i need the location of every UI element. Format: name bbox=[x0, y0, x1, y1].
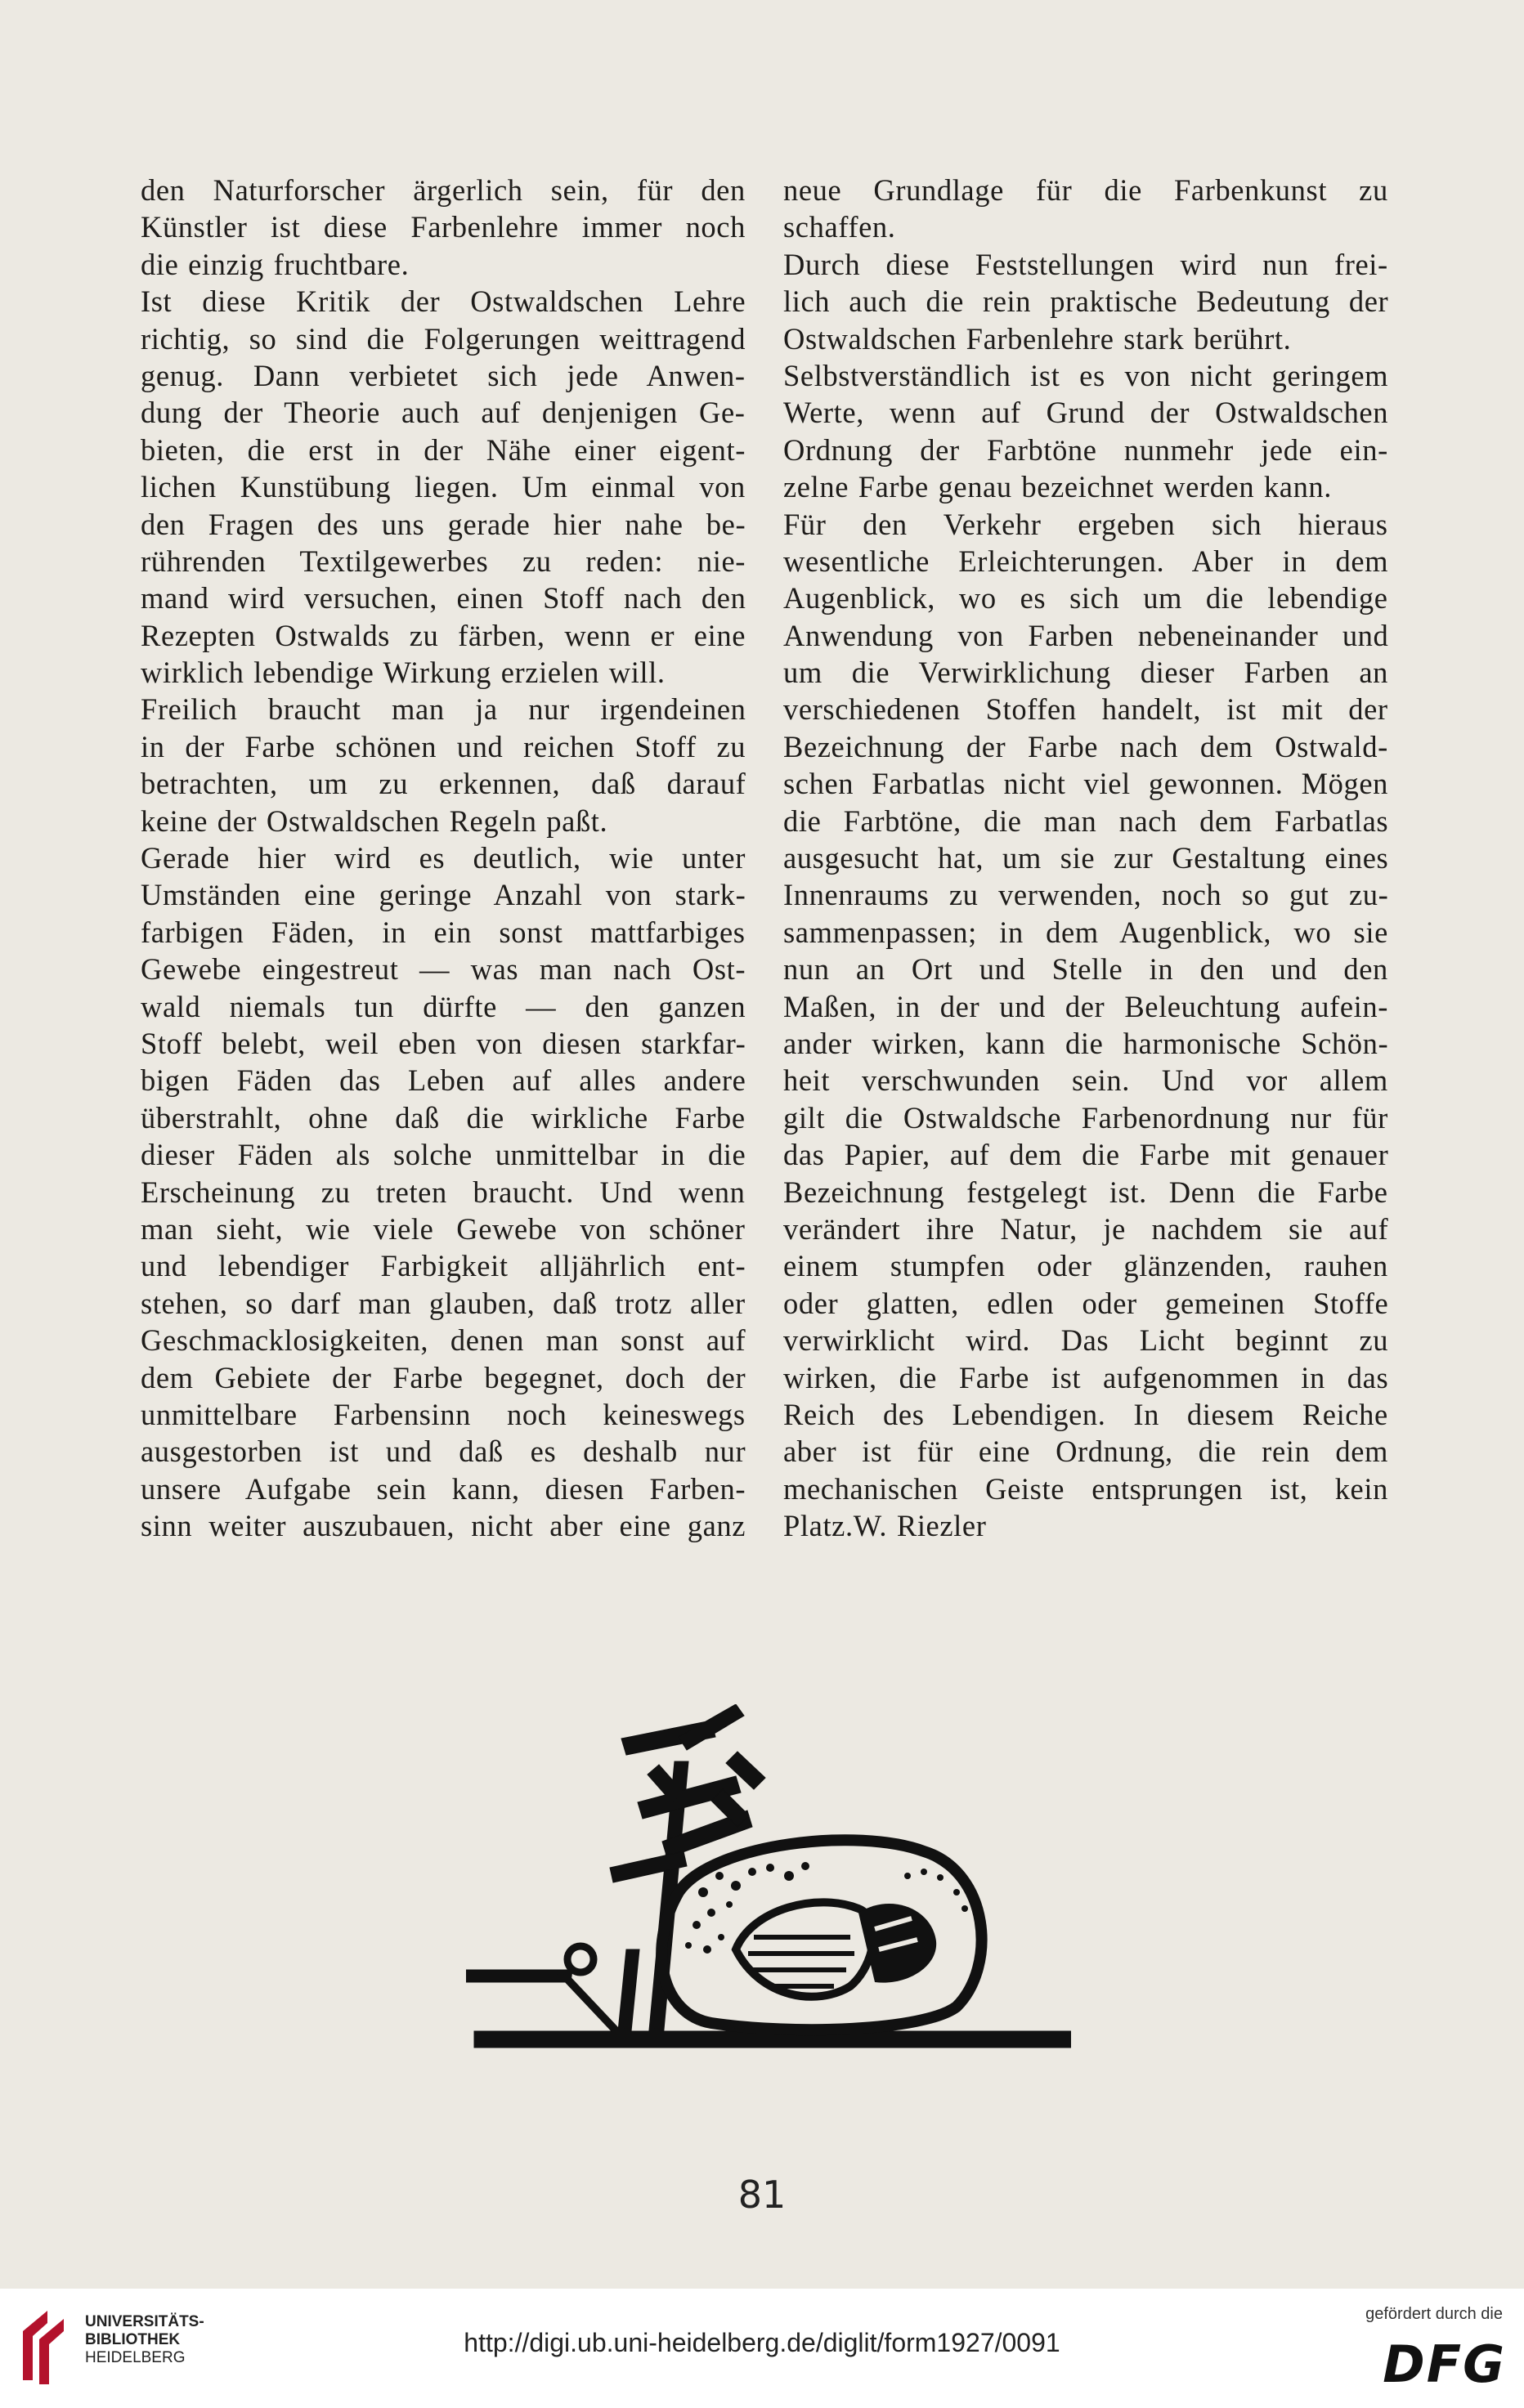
right-line: neue Grundlage für die Farbenkunst zu bbox=[783, 173, 1388, 207]
left-line: Künstler ist diese Farbenlehre immer noch bbox=[141, 210, 746, 244]
right-line: Innenraums zu verwenden, noch so gut zu- bbox=[783, 878, 1389, 912]
right-line: gilt die Ostwaldsche Farbenordnung nur für bbox=[783, 1100, 1388, 1135]
right-line: Selbstverständlich ist es von nicht geringem bbox=[783, 358, 1389, 392]
right-line: ander wirken, kann die harmonische Schön- bbox=[783, 1026, 1389, 1060]
right-line: zelne Farbe genau bezeichnet werden kann. bbox=[783, 470, 1332, 504]
library-line2: BIBLIOTHEK bbox=[85, 2331, 181, 2348]
left-line: in der Farbe schönen und reichen Stoff zu bbox=[141, 729, 746, 763]
right-line: Ordnung der Farbtöne nunmehr jede ein- bbox=[783, 432, 1388, 467]
left-line: Ist diese Kritik der Ostwaldschen Lehre bbox=[141, 284, 746, 319]
right-line: Augenblick, wo es sich um die lebendige bbox=[783, 581, 1388, 615]
funding-caption: gefördert durch die bbox=[1365, 2305, 1503, 2323]
author-name: W. Riezler bbox=[853, 1509, 987, 1543]
right-line: die Farbtöne, die man nach dem Farbatlas bbox=[783, 803, 1389, 838]
left-line: Stoff belebt, weil eben von diesen starkfar- bbox=[141, 1026, 746, 1060]
right-line: Werte, wenn auf Grund der Ostwaldschen bbox=[783, 396, 1389, 430]
left-line: stehen, so darf man glauben, daß trotz aller bbox=[141, 1286, 746, 1320]
left-line: man sieht, wie viele Gewebe von schöner bbox=[141, 1211, 746, 1246]
right-line: ausgesucht hat, um sie zur Gestaltung eines bbox=[783, 841, 1389, 875]
right-line: verwirklicht wird. Das Licht beginnt zu bbox=[783, 1323, 1389, 1358]
left-line: dem Gebiete der Farbe begegnet, doch der bbox=[141, 1360, 746, 1394]
left-line: Gewebe eingestreut — was man nach Ost- bbox=[141, 952, 746, 987]
left-line: richtig, so sind die Folgerungen weittragend bbox=[141, 321, 746, 356]
right-line: Durch diese Feststellungen wird nun frei- bbox=[783, 247, 1388, 281]
left-line: sinn weiter auszubauen, nicht aber eine ganz bbox=[141, 1509, 746, 1543]
left-line: Erscheinung zu treten braucht. Und wenn bbox=[141, 1175, 746, 1209]
right-line: lich auch die rein praktische Bedeutung der bbox=[783, 284, 1389, 319]
right-line: Bezeichnung festgelegt ist. Denn die Farbe bbox=[783, 1175, 1388, 1209]
left-line: unmittelbare Farbensinn noch keineswegs bbox=[141, 1397, 746, 1431]
footer bbox=[0, 2289, 1524, 2408]
right-line: mechanischen Geiste entsprungen ist, kein bbox=[783, 1471, 1388, 1506]
right-line: schen Farbatlas nicht viel gewonnen. Mögen bbox=[783, 767, 1388, 801]
left-line: überstrahlt, ohne daß die wirkliche Farbe bbox=[141, 1100, 746, 1135]
left-line: Freilich braucht man ja nur irgendeinen bbox=[141, 692, 746, 727]
right-column bbox=[783, 172, 1388, 1544]
right-line: nun an Ort und Stelle in den und den bbox=[783, 952, 1388, 987]
right-line: Ostwaldschen Farbenlehre stark berührt. bbox=[783, 321, 1292, 356]
left-line: Umständen eine geringe Anzahl von stark- bbox=[141, 878, 746, 912]
source-url-link[interactable]: http://digi.ub.uni-heidelberg.de/diglit/form1927/0091 bbox=[464, 2328, 1060, 2357]
right-line: Reich des Lebendigen. In diesem Reiche bbox=[783, 1397, 1388, 1431]
right-line: das Papier, auf dem die Farbe mit genauer bbox=[783, 1138, 1389, 1172]
left-line: wald niemals tun dürfte — den ganzen bbox=[141, 989, 746, 1023]
left-line: Geschmacklosigkeiten, denen man sonst auf bbox=[141, 1323, 746, 1358]
left-line: lichen Kunstübung liegen. Um einmal von bbox=[141, 470, 746, 504]
right-line: um die Verwirklichung dieser Farben an bbox=[783, 656, 1389, 690]
right-line: wirken, die Farbe ist aufgenommen in das bbox=[783, 1360, 1389, 1394]
left-line: die einzig fruchtbare. bbox=[141, 247, 410, 281]
left-line: bieten, die erst in der Nähe einer eigent- bbox=[141, 432, 746, 467]
woodcut-vignette-icon bbox=[466, 1704, 1071, 2097]
left-line: betrachten, um zu erkennen, daß darauf bbox=[141, 767, 746, 801]
right-line: schaffen. bbox=[783, 210, 896, 244]
right-line: Für den Verkehr ergeben sich hieraus bbox=[783, 507, 1388, 541]
page-number: 81 bbox=[737, 2173, 787, 2217]
library-line3: HEIDELBERG bbox=[85, 2349, 186, 2366]
left-line: wirklich lebendige Wirkung erzielen will. bbox=[141, 656, 666, 690]
closing-word: Platz. bbox=[783, 1509, 854, 1543]
left-line: den Fragen des uns gerade hier nahe be- bbox=[141, 507, 746, 541]
left-line: den Naturforscher ärgerlich sein, für den bbox=[141, 173, 746, 207]
right-line: oder glatten, edlen oder gemeinen Stoffe bbox=[783, 1286, 1389, 1320]
left-line: keine der Ostwaldschen Regeln paßt. bbox=[141, 803, 608, 838]
left-line: genug. Dann verbietet sich jede Anwen- bbox=[141, 358, 746, 392]
right-line: heit verschwunden sein. Und vor allem bbox=[783, 1063, 1388, 1098]
right-line: wesentliche Erleichterungen. Aber in dem bbox=[783, 544, 1389, 578]
left-line: Rezepten Ostwalds zu färben, wenn er eine bbox=[141, 618, 746, 652]
left-line: Gerade hier wird es deutlich, wie unter bbox=[141, 841, 746, 875]
right-line: Bezeichnung der Farbe nach dem Ostwald- bbox=[783, 729, 1388, 763]
right-line: aber ist für eine Ordnung, die rein dem bbox=[783, 1435, 1388, 1469]
right-line: einem stumpfen oder glänzenden, rauhen bbox=[783, 1249, 1388, 1283]
left-line: farbigen Fäden, in ein sonst mattfarbiges bbox=[141, 915, 746, 949]
left-line: ausgestorben ist und daß es deshalb nur bbox=[141, 1435, 746, 1469]
right-line: verschiedenen Stoffen handelt, ist mit der bbox=[783, 692, 1388, 727]
library-line1: UNIVERSITÄTS- bbox=[85, 2313, 204, 2330]
left-line: und lebendiger Farbigkeit alljährlich ent- bbox=[141, 1249, 746, 1283]
left-line: bigen Fäden das Leben auf alles andere bbox=[141, 1063, 746, 1098]
left-line: rührenden Textilgewerbes zu reden: nie- bbox=[141, 544, 746, 578]
right-line: verändert ihre Natur, je nachdem sie auf bbox=[783, 1211, 1389, 1246]
dfg-logo: DFG bbox=[1383, 2334, 1506, 2394]
right-line: Anwendung von Farben nebeneinander und bbox=[783, 618, 1389, 652]
right-line: Maßen, in der und der Beleuchtung aufein- bbox=[783, 989, 1389, 1023]
left-column bbox=[141, 172, 746, 1544]
left-line: unsere Aufgabe sein kann, diesen Farben- bbox=[141, 1471, 746, 1506]
left-line: dieser Fäden als solche unmittelbar in die bbox=[141, 1138, 746, 1172]
left-line: mand wird versuchen, einen Stoff nach den bbox=[141, 581, 746, 615]
left-line: dung der Theorie auch auf denjenigen Ge- bbox=[141, 396, 746, 430]
signature-line bbox=[783, 1507, 1388, 1544]
right-line: sammenpassen; in dem Augenblick, wo sie bbox=[783, 915, 1388, 949]
